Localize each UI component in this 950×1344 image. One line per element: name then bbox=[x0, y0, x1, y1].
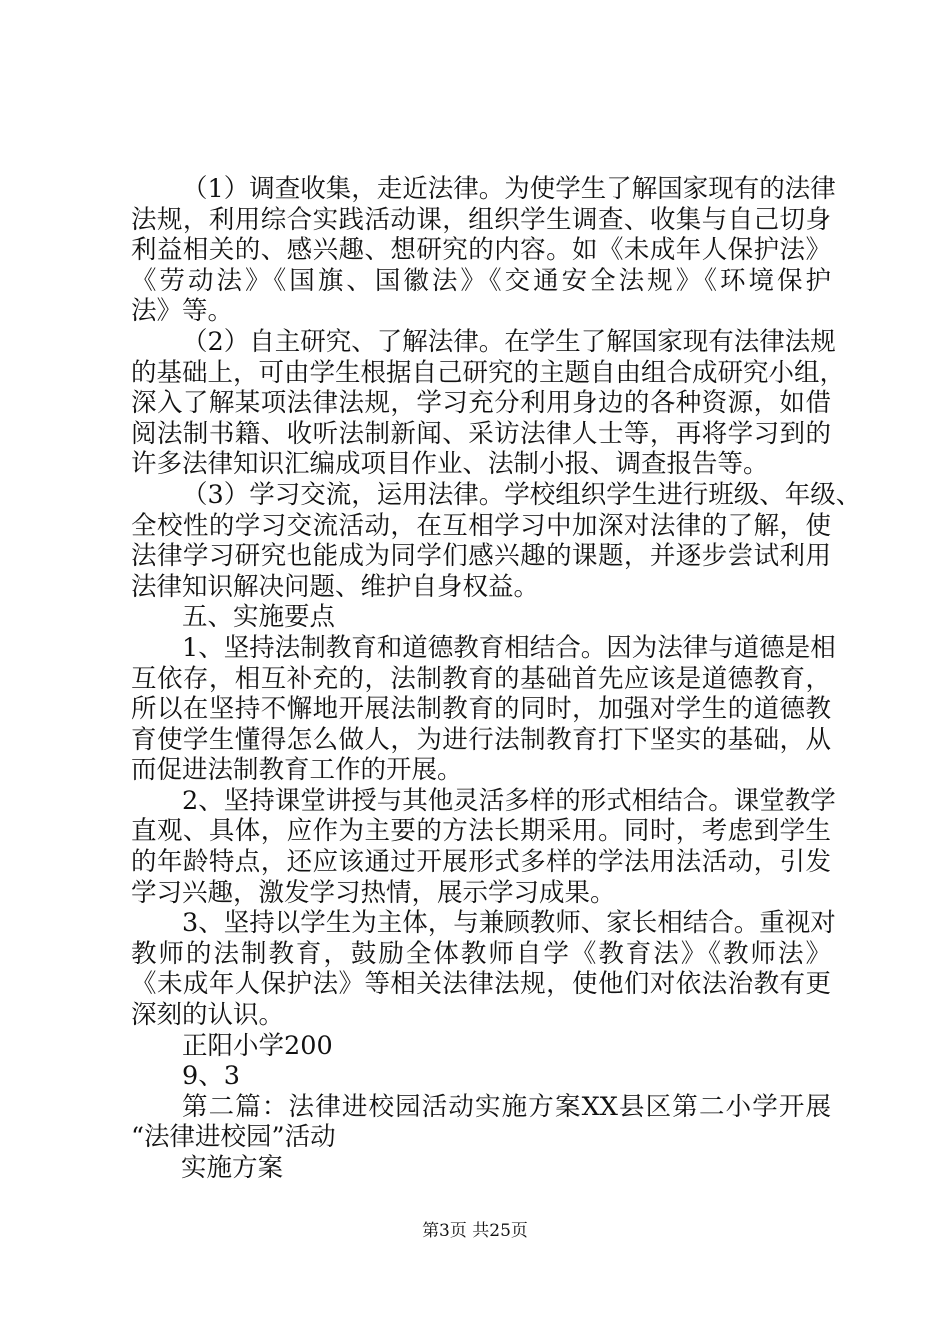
paragraph-line: （3）学习交流，运用法律。学校组织学生进行班级、年级、 bbox=[182, 479, 862, 510]
paragraph-line: 法律知识解决问题、维护自身权益。 bbox=[131, 571, 540, 602]
paragraph-line: 法律学习研究也能成为同学们感兴趣的课题，并逐步尝试利用 bbox=[131, 541, 831, 572]
subtitle-line: 实施方案 bbox=[181, 1153, 284, 1183]
paragraph-line: 1、坚持法制教育和道德教育相结合。因为法律与道德是相 bbox=[182, 632, 836, 663]
paragraph-line: 的年龄特点，还应该通过开展形式多样的学法用法活动，引发 bbox=[131, 847, 831, 878]
section-heading: 五、实施要点 bbox=[182, 602, 336, 633]
paragraph-line: 许多法律知识汇编成项目作业、法制小报、调查报告等。 bbox=[131, 449, 769, 480]
chapter-title-line: 第二篇：法律进校园活动实施方案XX县区第二小学开展 bbox=[182, 1091, 831, 1122]
paragraph-line: 教师的法制教育，鼓励全体教师自学《教育法》《教师法》 bbox=[131, 938, 831, 969]
paragraph-line: 利益相关的、感兴趣、想研究的内容。如《未成年人保护法》 bbox=[131, 235, 831, 266]
paragraph-line: 2、坚持课堂讲授与其他灵活多样的形式相结合。课堂教学 bbox=[182, 785, 836, 816]
paragraph-line: 的基础上，可由学生根据自己研究的主题自由组合成研究小组， bbox=[131, 357, 846, 388]
paragraph-line: 法规，利用综合实践活动课，组织学生调查、收集与自己切身 bbox=[131, 204, 831, 235]
paragraph-line: 《未成年人保护法》等相关法律法规，使他们对依法治教有更 bbox=[131, 969, 831, 1000]
paragraph-line: 互依存，相互补充的，法制教育的基础首先应该是道德教育， bbox=[131, 663, 831, 694]
paragraph-line: 所以在坚持不懈地开展法制教育的同时，加强对学生的道德教 bbox=[131, 694, 831, 725]
paragraph-line: 深入了解某项法律法规，学习充分利用身边的各种资源，如借 bbox=[131, 388, 831, 419]
paragraph-line: 阅法制书籍、收听法制新闻、采访法律人士等，再将学习到的 bbox=[131, 418, 831, 449]
paragraph-line: 而促进法制教育工作的开展。 bbox=[131, 755, 463, 786]
paragraph-line: 法》等。 bbox=[131, 296, 234, 327]
paragraph-line: （1）调查收集，走近法律。为使学生了解国家现有的法律 bbox=[182, 174, 836, 204]
document-body bbox=[131, 174, 862, 1184]
paragraph-line: 3、坚持以学生为主体，与兼顾教师、家长相结合。重视对 bbox=[182, 908, 836, 939]
paragraph-line: 《劳动法》《国旗、国徽法》《交通安全法规》《环境保护 bbox=[131, 265, 831, 296]
page-footer: 第3页 共25页 bbox=[422, 1221, 528, 1241]
paragraph-line: 全校性的学习交流活动，在互相学习中加深对法律的了解，使 bbox=[131, 510, 831, 541]
paragraph-line: 学习兴趣，激发学习热情，展示学习成果。 bbox=[131, 877, 616, 908]
date-line: 9、3 bbox=[182, 1061, 240, 1092]
paragraph-line: 直观、具体，应作为主要的方法长期采用。同时，考虑到学生 bbox=[131, 816, 831, 847]
chapter-title-line: “法律进校园”活动 bbox=[131, 1122, 336, 1153]
paragraph-line: 育使学生懂得怎么做人，为进行法制教育打下坚实的基础，从 bbox=[131, 724, 831, 755]
paragraph-line: （2）自主研究、了解法律。在学生了解国家现有法律法规 bbox=[182, 326, 836, 357]
paragraph-line: 深刻的认识。 bbox=[131, 1000, 285, 1031]
signature-line: 正阳小学200 bbox=[182, 1030, 333, 1061]
